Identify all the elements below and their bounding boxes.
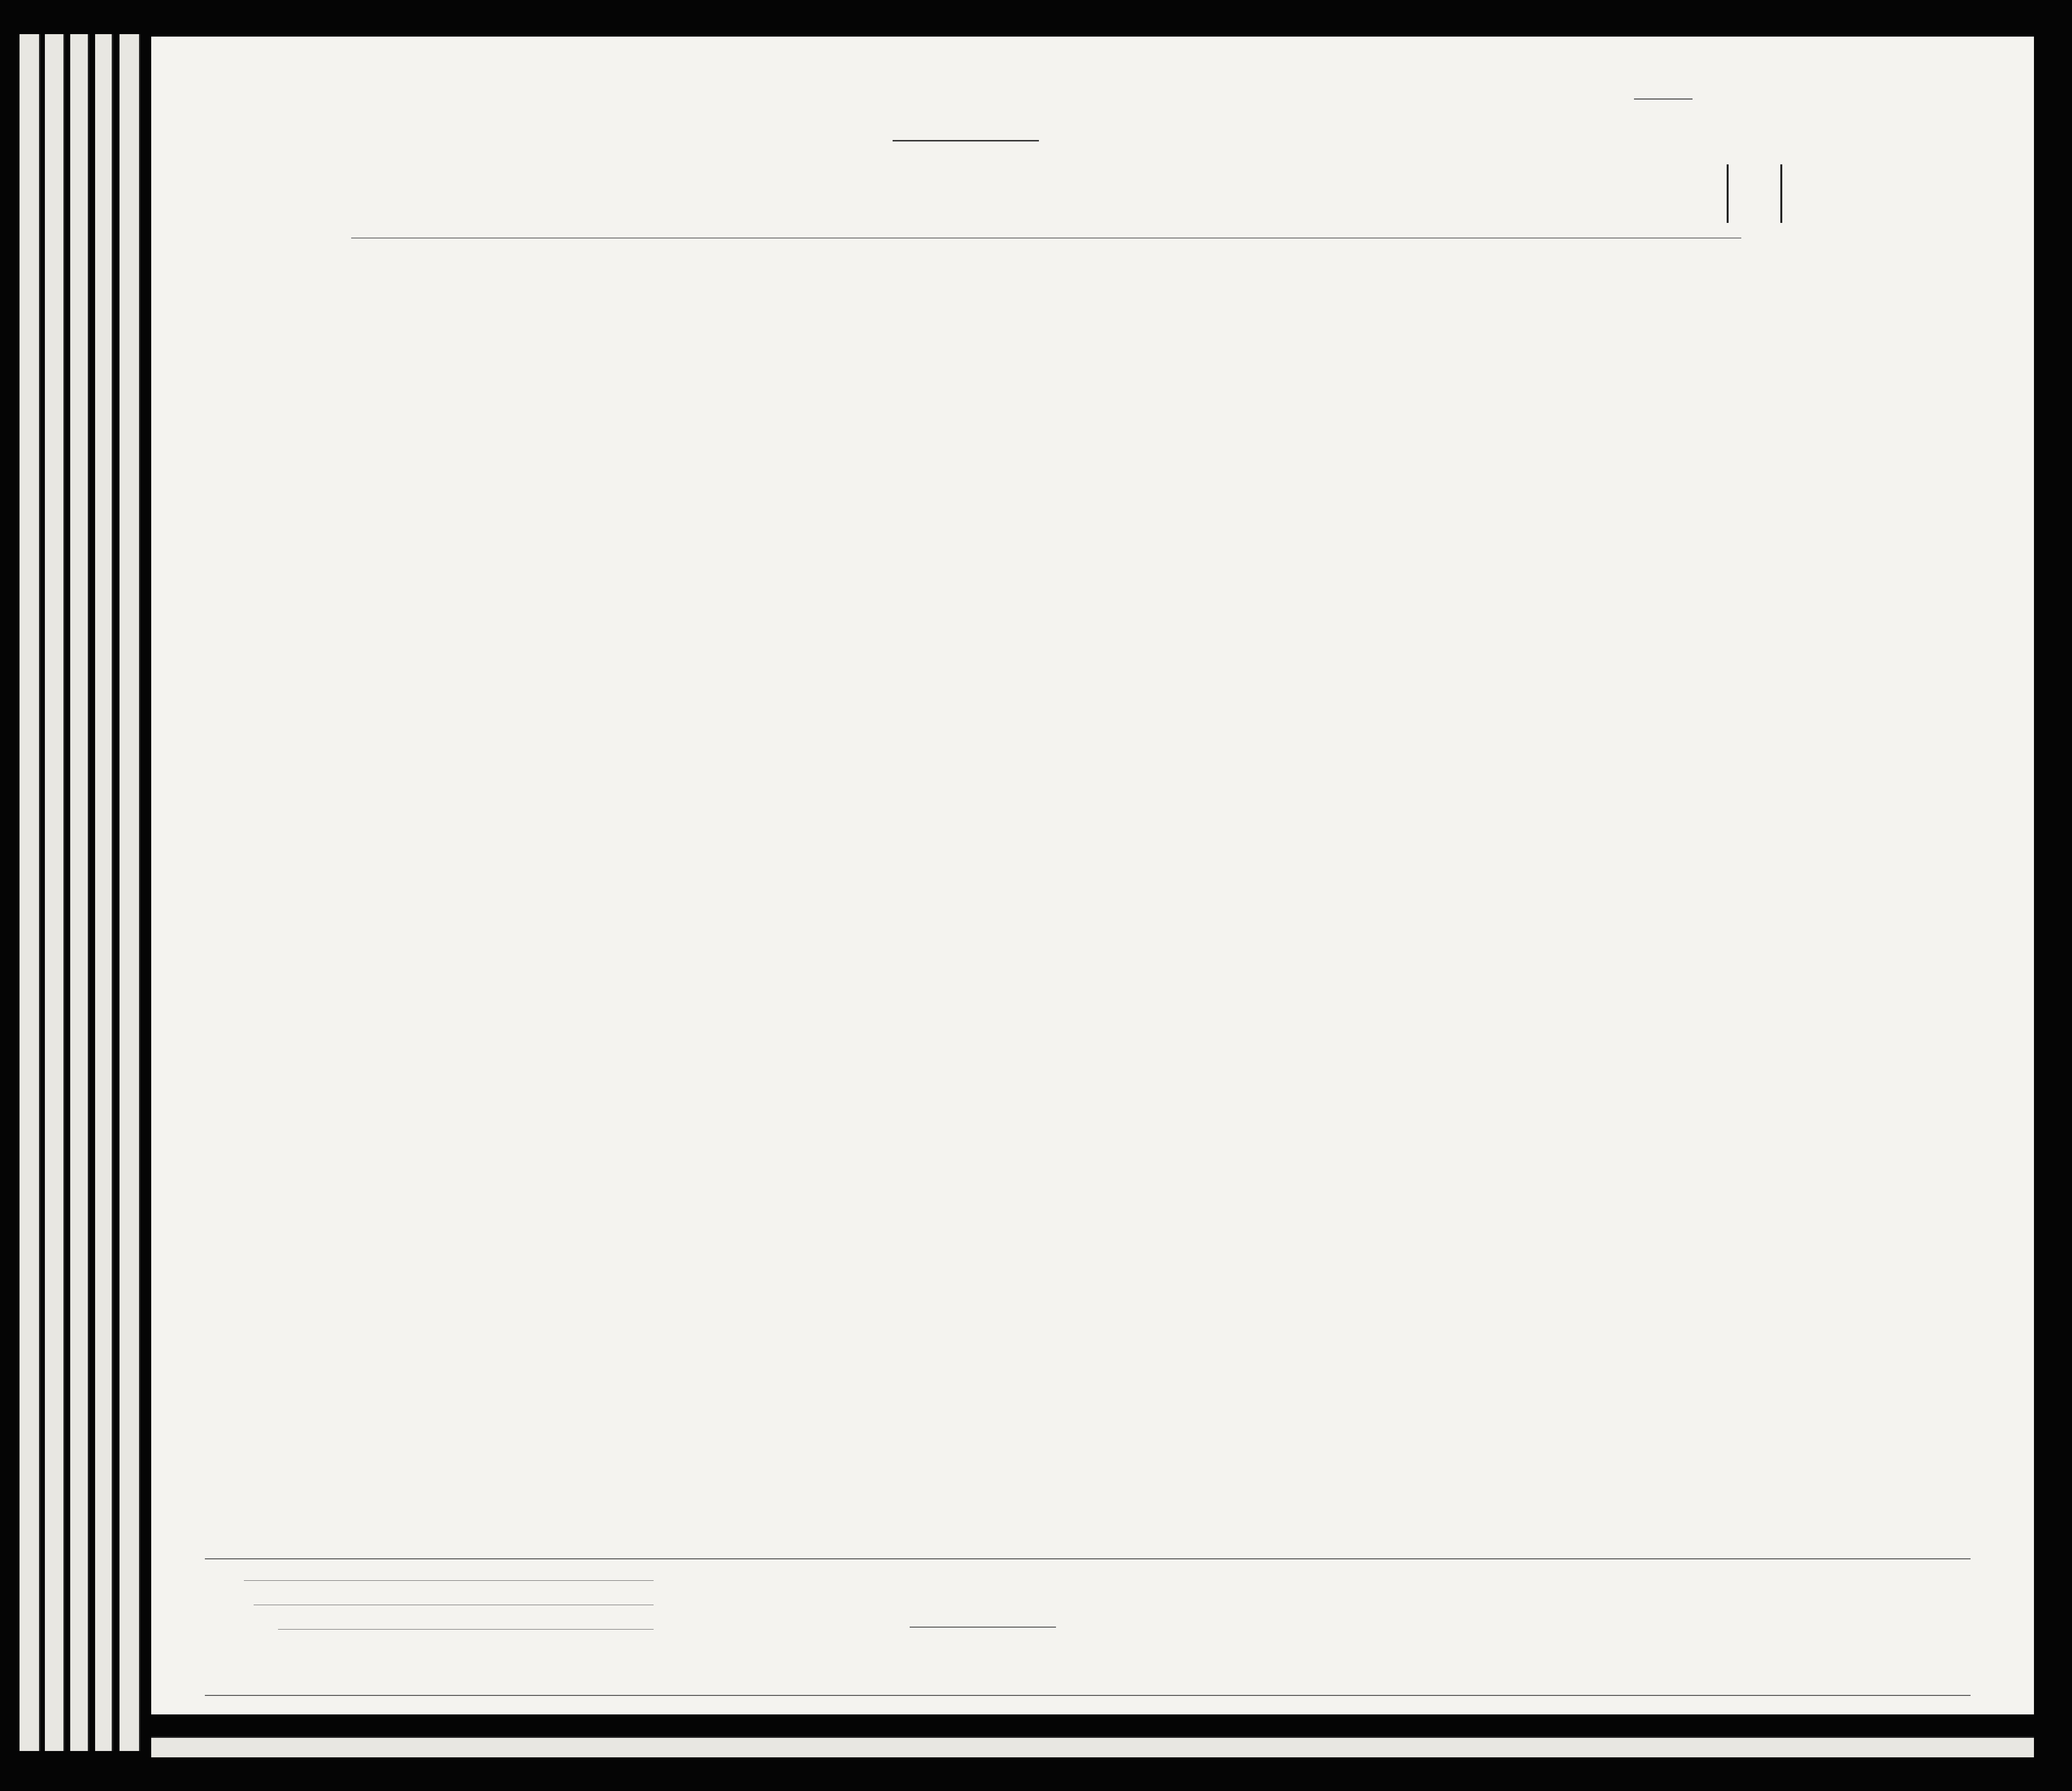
next-sheet-edge bbox=[151, 1736, 2034, 1757]
inspector-signature-line bbox=[910, 1627, 1056, 1628]
footer-bottom-rule bbox=[205, 1695, 1971, 1696]
manifest-sheet bbox=[151, 37, 2034, 1714]
crew-table bbox=[151, 37, 2034, 1714]
stacked-page-edges bbox=[20, 34, 146, 1751]
line-field bbox=[244, 1580, 654, 1581]
footer-rule bbox=[205, 1558, 1971, 1559]
agents-field bbox=[278, 1629, 654, 1630]
